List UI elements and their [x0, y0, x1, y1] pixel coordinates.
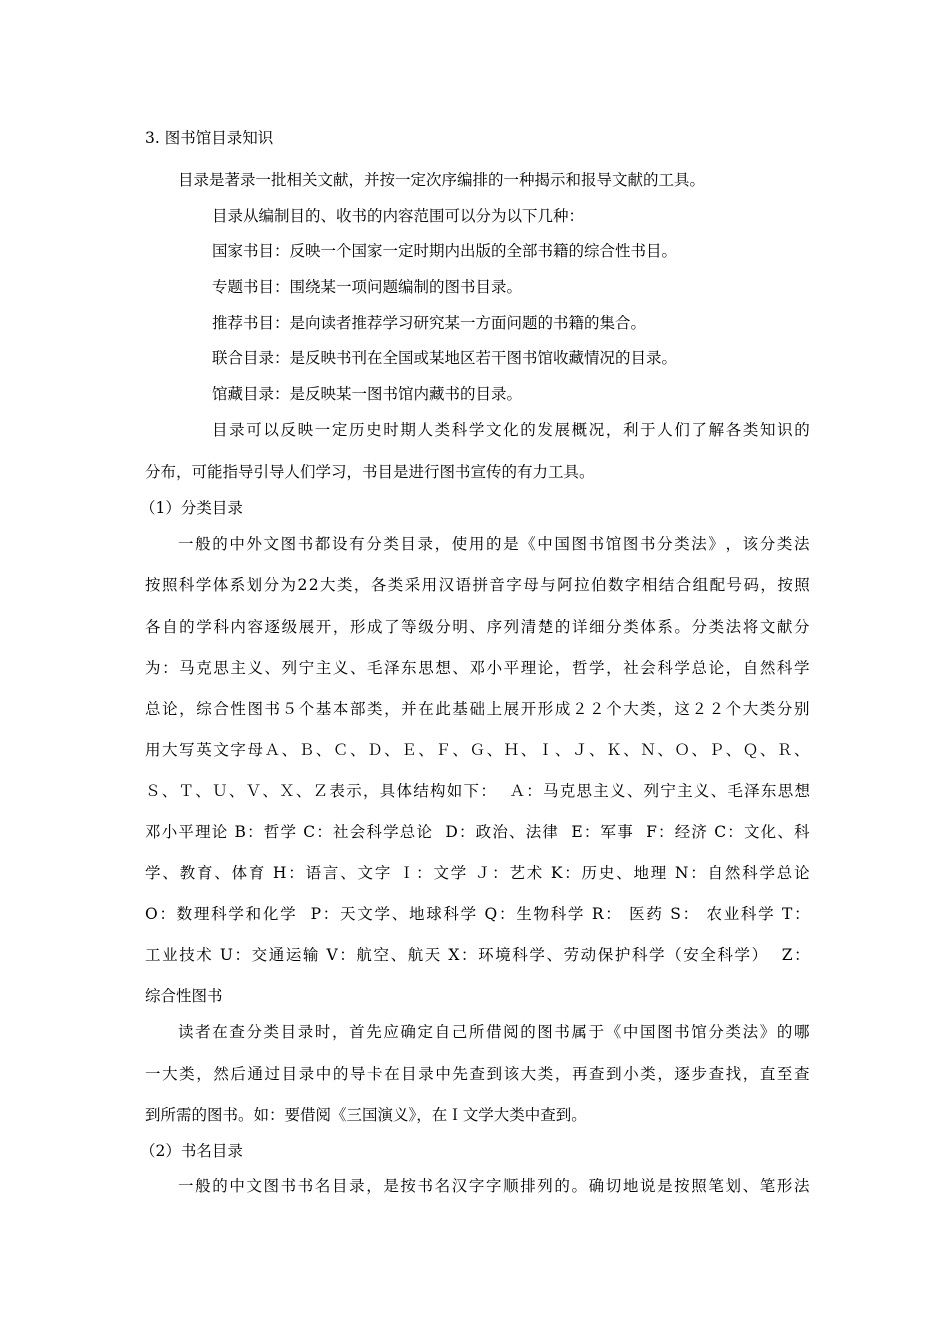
- section-1-line: O ： 数 理 科 学 和 化 学 P ： 天 文 学 、 地 球 科 学 Q ： 生 物 科 学 R ： 医 药 S ： 农 业 科 学 T ：: [145, 905, 810, 923]
- section-1-line: 用 大 写 英 文 字 母 Ａ 、 Ｂ 、 Ｃ 、 Ｄ 、 Ｅ 、 Ｆ 、 Ｇ 、 Ｈ 、 Ｉ 、 Ｊ 、 Ｋ 、 Ｎ 、 Ｏ 、 Ｐ 、 Ｑ 、 Ｒ 、: [145, 741, 810, 759]
- types-intro: 目录从编制目的、收书的内容范围可以分为以下几种：: [212, 207, 585, 225]
- section-1-line: 学 、 教 育 、 体 育 H ： 语 言 、 文 字 Ｉ ： 文 学 Ｊ ： 艺 术 K ： 历 史 、 地 理 N ： 自 然 科 学 总 论: [145, 864, 810, 882]
- search-line: 读 者 在 查 分 类 目 录 时 ， 首 先 应 确 定 自 己 所 借 阅 的 图 书 属 于 《 中 国 图 书 馆 分 类 法 》 的 哪: [178, 1023, 810, 1041]
- section-1-line: 为 ： 马 克 思 主 义 、 列 宁 主 义 、 毛 泽 东 思 想 、 邓 小 平 理 论 ， 哲 学 ， 社 会 科 学 总 论 ， 自 然 科 学: [145, 659, 810, 677]
- type-item-recommended: 推荐书目：是向读者推荐学习研究某一方面问题的书籍的集合。: [212, 314, 647, 332]
- section-2-line: 一 般 的 中 文 图 书 书 名 目 录 ， 是 按 书 名 汉 字 字 顺 排 列 的 。 确 切 地 说 是 按 照 笔 划 、 笔 形 法: [178, 1177, 810, 1195]
- section-1-line: 综合性图书: [145, 987, 223, 1005]
- section-heading: 3. 图书馆目录知识: [145, 129, 274, 147]
- type-item-national: 国家书目：反映一个国家一定时期内出版的全部书籍的综合性书目。: [212, 242, 678, 260]
- intro-paragraph: 目录是著录一批相关文献，并按一定次序编排的一种揭示和报导文献的工具。: [178, 171, 706, 189]
- type-item-union: 联合目录：是反映书刊在全国或某地区若干图书馆收藏情况的目录。: [212, 349, 678, 367]
- section-1-line: 总 论 ， 综 合 性 图 书 ５ 个 基 本 部 类 ， 并 在 此 基 础 上 展 开 形 成 ２ ２ 个 大 类 ， 这 ２ ２ 个 大 类 分 别: [145, 700, 810, 718]
- section-1-line: Ｓ 、 Ｔ 、 Ｕ 、 Ｖ 、 Ｘ 、 Ｚ 表 示 ， 具 体 结 构 如 下 ： Ａ ： 马 克 思 主 义 、 列 宁 主 义 、 毛 泽 东 思 想: [145, 782, 810, 800]
- role-line-1: 目 录 可 以 反 映 一 定 历 史 时 期 人 类 科 学 文 化 的 发 展 概 况 ， 利 于 人 们 了 解 各 类 知 识 的: [212, 421, 810, 439]
- section-1-title: （1）分类目录: [140, 499, 243, 517]
- search-line: 一 大 类 ， 然 后 通 过 目 录 中 的 导 卡 在 目 录 中 先 查 到 该 大 类 ， 再 查 到 小 类 ， 逐 步 查 找 ， 直 至 查: [145, 1065, 810, 1083]
- role-line-2: 分布，可能指导引导人们学习，书目是进行图书宣传的有力工具。: [145, 463, 595, 481]
- type-item-holdings: 馆藏目录：是反映某一图书馆内藏书的目录。: [212, 385, 523, 403]
- section-1-line: 一 般 的 中 外 文 图 书 都 设 有 分 类 目 录 ， 使 用 的 是 《 中 国 图 书 馆 图 书 分 类 法 》 ， 该 分 类 法: [178, 535, 810, 553]
- search-line: 到所需的图书。如：要借阅《三国演义》，在Ｉ文学大类中查到。: [145, 1106, 587, 1124]
- section-1-line: 工 业 技 术 U ： 交 通 运 输 V ： 航 空 、 航 天 X ： 环 境 科 学 、 劳 动 保 护 科 学 （ 安 全 科 学 ） Z ：: [145, 946, 810, 964]
- section-2-title: （2）书名目录: [140, 1142, 243, 1160]
- type-item-subject: 专题书目：围绕某一项问题编制的图书目录。: [212, 278, 523, 296]
- section-1-line: 邓 小 平 理 论 B ： 哲 学 C ： 社 会 科 学 总 论 D ： 政 治 、 法 律 E ： 军 事 F ： 经 济 C ： 文 化 、 科: [145, 823, 810, 841]
- section-1-line: 按 照 科 学 体 系 划 分 为 2 2 大 类 ， 各 类 采 用 汉 语 拼 音 字 母 与 阿 拉 伯 数 字 相 结 合 组 配 号 码 ， 按 照: [145, 576, 810, 594]
- section-1-line: 各 自 的 学 科 内 容 逐 级 展 开 ， 形 成 了 等 级 分 明 、 序 列 清 楚 的 详 细 分 类 体 系 。 分 类 法 将 文 献 分: [145, 618, 810, 636]
